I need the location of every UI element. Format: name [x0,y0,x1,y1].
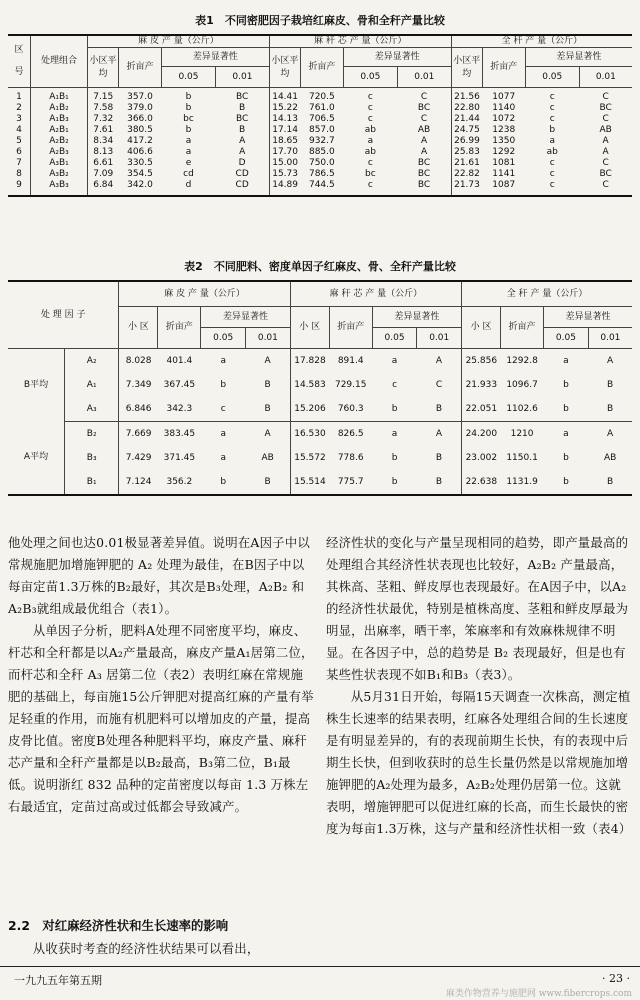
table2-cell: 14.583 [294,379,326,390]
table2-h-mu-3: 折亩产 [501,307,544,349]
table2-cell: 7.429 [125,452,152,463]
table2-cell: 371.45 [163,452,196,463]
table1-cell: 14.89 [272,180,298,190]
table2-cell: B₁ [65,470,119,495]
footer-issue: 一九九五年第五期 [14,974,102,987]
table1-cell: ab [364,147,376,157]
table2-cell: 24.200 [465,428,498,439]
table2-cell: 22.051 [462,397,501,422]
table1-cell: 24.75 [454,125,480,135]
table1-cell: BC [397,169,451,180]
table2-h-mu-2: 折亩产 [329,307,372,349]
table2-cell: AB [603,452,617,463]
table1-cell: bc [365,169,376,179]
table1-cell: bc [183,114,194,124]
table1-row [8,136,632,147]
table1-cell: d [185,180,192,190]
footer-rule [0,966,640,967]
table1-cell: A₃B₁ [31,158,88,169]
table1-h-sig-2: 差异显著性 [343,48,451,67]
table1-cell: B [215,125,269,136]
table2 [8,280,632,496]
table2-cell: b [391,452,398,463]
table2-row [8,373,632,397]
table2-h-sig-2: 差异显著性 [372,307,461,328]
table1-h-001-3: 0.01 [579,67,632,88]
table1-cell: 744.5 [308,180,335,190]
table2-cell: a [220,428,226,439]
table1-cell: c [367,92,373,102]
table1-cell: A₂B₂ [31,136,88,147]
table2-cell: 356.2 [166,476,193,487]
table1-h-plot-2: 小区平均 [269,48,300,88]
table2-cell: 1210 [510,428,534,439]
table1-cell: B [215,103,269,114]
table1-row [8,103,632,114]
left-column-tail [8,938,314,960]
table2-cell: 1292.8 [506,355,538,366]
table1-cell: e [185,158,192,168]
table2-cell: A [417,422,462,447]
table1-cell: 4 [8,125,31,136]
table1-h-hao: 号 [14,67,24,77]
table1-cell: 342.0 [127,180,153,190]
table2-cell: c [392,379,398,390]
table1-cell: AB [397,125,451,136]
table1-cell: D [215,158,269,169]
table1-cell: 15.73 [272,169,298,179]
table2-cell: B [417,446,462,470]
table2-cell: b [372,397,417,422]
table1-cell: A [215,136,269,147]
table1-cell: 1077 [492,92,516,102]
table1-cell: a [549,136,555,146]
table1-cell: 357.0 [127,92,153,102]
table2-cell: a [391,355,398,366]
table2-cell: 401.4 [166,355,193,366]
section-heading-2-2: 2.2 对红麻经济性状和生长速率的影响 [8,918,229,933]
table1-cell: 417.2 [127,136,153,146]
table2-cell: B [246,470,291,495]
table2-cell: B [246,397,291,422]
table1-cell: 1140 [492,103,516,113]
table2-cell: 17.828 [294,355,326,366]
table1-cell: 6.84 [93,180,114,190]
table2-cell: b [563,379,569,390]
table2-h-bark: 麻 皮 产 量（公斤） [119,281,290,307]
table1-h-qu: 区 [14,45,24,55]
table1-cell: A₁B₁ [31,88,88,104]
table2-cell: A [246,349,291,374]
table1-cell: 8 [8,169,31,180]
table2-cell: A₁ [65,373,119,397]
table2-group-label: B平均 [8,349,65,422]
table1-cell: BC [397,180,451,196]
table1-cell: b [185,125,192,135]
table1-cell: 7.15 [93,92,114,102]
table1-cell: 14.13 [272,114,298,124]
table1-h-001: 0.01 [215,67,269,88]
table1-cell: ab [546,147,558,157]
table2-cell: a [220,355,226,366]
table2-cell: 6.846 [119,397,158,422]
table2-cell: 16.530 [294,428,326,439]
table1-h-005-2: 0.05 [343,67,397,88]
table1-cell: 330.5 [127,158,153,168]
table1-cell: A₂B₁ [31,125,88,136]
table1-cell: 750.0 [308,158,335,168]
table1-h-005-3: 0.05 [525,67,579,88]
table2-cell: B [417,470,462,495]
table2-cell: 1102.6 [501,397,544,422]
table1-cell: CD [215,169,269,180]
table2-cell: B [588,397,632,422]
table1-h-mu: 折亩产 [119,48,162,88]
table2-cell: 15.206 [290,397,329,422]
table1-h-stalk: 全 秆 产 量（公斤） [451,35,632,48]
table1-cell: 5 [8,136,31,147]
table2-cell: 778.6 [337,452,364,463]
table1-cell: A₃B₃ [31,180,88,196]
table1-row [8,88,632,104]
table1-cell: A₂B₃ [31,147,88,158]
table2-cell: B₃ [65,446,119,470]
table1-cell: c [549,92,555,102]
table1-row [8,114,632,125]
table1-cell: c [367,103,373,113]
table1-cell: 6 [8,147,31,158]
table1-cell: 1350 [492,136,516,146]
table2-cell: b [544,397,589,422]
table1-cell: c [367,180,373,190]
table2-cell: 15.514 [294,476,326,487]
table1-row [8,158,632,169]
table1-cell: 21.44 [454,114,480,124]
table2-cell: 729.15 [334,379,367,390]
table1-cell: 7.58 [93,103,114,113]
table2-group-label: A平均 [8,422,65,496]
table2-h-mu: 折亩产 [158,307,201,349]
table2-cell: 775.7 [337,476,364,487]
table2-h-sig-3: 差异显著性 [544,307,632,328]
table1-h-005: 0.05 [162,67,216,88]
table2-cell: B [417,397,462,422]
table2-cell: A₂ [65,349,119,374]
table1-cell: 1087 [492,180,516,190]
table2-cell: 760.3 [329,397,372,422]
table1-cell: 706.5 [308,114,335,124]
table2-cell: c [201,397,246,422]
table1-cell: 21.56 [454,92,480,102]
table1-body [8,88,632,197]
table1-cell: BC [397,158,451,169]
table1-cell: b [185,103,192,113]
table1-cell: A₃B₂ [31,169,88,180]
table2-cell: a [220,452,226,463]
table2-h-001: 0.01 [246,328,291,349]
table2-cell: 7.124 [125,476,152,487]
table1-cell: A₁B₃ [31,114,88,125]
table1-cell: a [185,147,192,157]
table2-cell: 1131.9 [506,476,538,487]
table1-cell: BC [397,103,451,114]
table1-h-plot: 小区平均 [88,48,119,88]
table1-cell: 8.34 [93,136,114,146]
table1-cell: BC [599,169,612,179]
table1-h-sig-3: 差异显著性 [525,48,632,67]
table2-cell: 8.028 [125,355,152,366]
table2-cell: 7.669 [125,428,152,439]
table1-cell: b [549,125,556,135]
table1-h-plot-3: 小区平均 [451,48,482,88]
table1-h-001-2: 0.01 [397,67,451,88]
table1-h-bark: 麻 皮 产 量（公斤） [88,35,270,48]
table1-row [8,125,632,136]
table2-cell: b [563,476,569,487]
table1-cell: 6.61 [93,158,114,168]
table1-cell: 15.22 [272,103,298,113]
left-column [8,532,314,818]
table2-cell: b [563,452,569,463]
table1-cell: 379.0 [127,103,153,113]
table1 [8,34,632,197]
table2-row [8,446,632,470]
table1-h-mu-3: 折亩产 [482,48,525,88]
table2-cell: B [246,373,291,397]
table2-cell: 22.638 [465,476,498,487]
table2-cell: 891.4 [337,355,364,366]
table2-cell: 342.3 [158,397,201,422]
table2-h-005-3: 0.05 [544,328,589,349]
table2-h-plot-2: 小 区 [290,307,329,349]
table1-cell: 1238 [492,125,516,135]
table2-cell: A [246,422,291,447]
table1-cell: 17.14 [272,125,298,135]
table2-cell: B [607,476,614,487]
table2-cell: C [417,373,462,397]
table2-cell: 25.856 [465,355,498,366]
table2-h-001-3: 0.01 [588,328,632,349]
table1-cell: C [602,180,609,190]
table1-cell: 406.6 [127,147,153,157]
table1-cell: 354.5 [127,169,153,179]
table2-cell: A [607,355,614,366]
table2-cell: 23.002 [465,452,498,463]
table1-cell: c [367,158,373,168]
table2-row [8,422,632,447]
table1-cell: 25.83 [454,147,480,157]
table2-cell: 7.349 [125,379,152,390]
table2-h-sig: 差异显著性 [201,307,290,328]
table1-cell: b [185,92,192,102]
table1-cell: ab [364,125,376,135]
table1-cell: 15.00 [272,158,298,168]
table1-cell: 1072 [492,114,516,124]
table1-h-mu-2: 折亩产 [300,48,343,88]
table1-cell: 14.41 [272,92,298,102]
table2-cell: 21.933 [465,379,498,390]
table1-cell: BC [599,103,612,113]
page-number: · 23 · [602,972,630,985]
table2-cell: B₂ [65,422,119,447]
left-paragraph-2: 从单因子分析，肥料A处理不同密度平均，麻皮、杆芯和全秆都是以A₂产量最高，麻皮产量A₁居第二位，而杆芯和全秆 A₃ 居第二位（表2）表明红麻在常规施肥的基础上，每亩施15公斤钾肥对提高红麻的产量有举足轻重的作用，而施有机肥料可以增加皮的产量，提高皮骨比值。密度B处理各种肥料平均，麻皮产量、麻秆芯产量和全秆产量都是以B₂最高，B₃第二位，B₁最低。说明浙红 832 品种的定苗密度以每亩 1.3 万株左右最适宜，定苗过高或过低都会导致减产。 [8,623,314,814]
table1-cell: CD [215,180,269,196]
table1-cell: c [549,180,555,190]
table1-cell: c [549,169,555,179]
table2-row [8,397,632,422]
table1-cell: 7.09 [93,169,114,179]
table1-cell: cd [183,169,194,179]
table1-cell: A [602,147,609,157]
table2-cell: a [391,428,398,439]
table1-h-sig: 差异显著性 [162,48,270,67]
left-paragraph-1: 他处理之间也达0.01极显著差异值。说明在A因子中以常规施肥加增施钾肥的 A₂ 处理为最佳，在B因子中以每亩定苗1.3万株的B₂最好，其次是B₃处理，A₂B₂ 和 A₂B₃就组成最优组合（表1）。 [8,535,310,616]
table1-cell: 1 [8,88,31,104]
table1-caption: 表1 不同密肥因子栽培红麻皮、骨和全秆产量比较 [195,14,445,27]
table2-h-plot-3: 小 区 [462,307,501,349]
table1-cell: 857.0 [308,125,335,135]
table2-h-stalk: 全 秆 产 量（公斤） [462,281,632,307]
table2-cell: B [607,379,614,390]
watermark: 麻类作物营养与施肥网 www.fibercrops.com [445,989,632,999]
table1-h-core: 麻 秆 芯 产 量（公斤） [269,35,451,48]
table1-cell: c [549,103,555,113]
table1-cell: C [397,114,451,125]
table2-cell: b [391,476,398,487]
table1-cell: 8.13 [93,147,114,157]
table2-cell: a [563,428,569,439]
table1-cell: 9 [8,180,31,196]
table2-h-001-2: 0.01 [417,328,462,349]
table2-cell: 1150.1 [506,452,538,463]
table1-cell: 932.7 [308,136,335,146]
table2-cell: 15.572 [294,452,326,463]
table1-cell: c [367,114,373,124]
table2-h-005: 0.05 [201,328,246,349]
table1-cell: a [185,136,192,146]
table1-cell: 22.82 [454,169,480,179]
table2-row [8,349,632,374]
table2-cell: a [563,355,569,366]
table1-cell: AB [599,125,612,135]
table1-cell: 7 [8,158,31,169]
left-paragraph-3: 从收获时考查的经济性状结果可以看出， [32,941,260,956]
table1-cell: C [397,88,451,104]
table2-caption: 表2 不同肥料、密度单因子红麻皮、骨、全秆产量比较 [184,260,456,273]
table1-cell: 786.5 [308,169,335,179]
table2-cell: 826.5 [337,428,364,439]
table1-cell: BC [215,88,269,104]
table1-cell: 22.80 [454,103,480,113]
table2-h-core: 麻 秆 芯 产 量（公斤） [290,281,461,307]
table1-cell: 17.70 [272,147,298,157]
table1-cell: 3 [8,114,31,125]
table2-cell: 1096.7 [506,379,538,390]
table1-cell: 885.0 [308,147,335,157]
table1-row [8,169,632,180]
table1-cell: 380.5 [127,125,153,135]
table1-cell: 1292 [492,147,516,157]
table1-h-combo: 处理组合 [31,35,88,88]
right-column [326,532,632,840]
table1-cell: 7.61 [93,125,114,135]
table2-cell: AB [246,446,291,470]
table2-cell: A [417,349,462,374]
table2-cell: b [220,476,227,487]
table1-cell: A [602,136,609,146]
table1-cell: C [602,114,609,124]
table1-cell: A₁B₂ [31,103,88,114]
table1-cell: C [602,92,609,102]
table1-cell: C [602,158,609,168]
right-paragraph-2: 从5月31日开始，每隔15天调查一次株高，测定植株生长速率的结果表明，红麻各处理组合间的生长速度是有明显差异的，有的表现前期生长快，有的表现中后期生长快，但到收获时的总生长量仍然是以常规施加增施钾肥的A₂处理为最多，A₂B₂处理仍居第一位。这就表明，增施钾肥可以促进红麻的长高，而生长最快的密度为每亩1.3万株，这与产量和经济性状相一致（表4） [326,689,632,836]
table1-cell: 1081 [492,158,516,168]
table1-cell: BC [215,114,269,125]
table2-cell: 383.45 [163,428,196,439]
table1-cell: A [397,147,451,158]
table1-cell: 21.73 [454,180,480,190]
table2-h-005-2: 0.05 [372,328,417,349]
table1-cell: 7.32 [93,114,114,124]
table1-cell: 761.0 [308,103,335,113]
table1-cell: 26.99 [454,136,480,146]
table1-cell: 1141 [492,169,516,179]
table1-cell: c [549,158,555,168]
table1-cell: c [549,114,555,124]
right-paragraph-1: 经济性状的变化与产量呈现相同的趋势，即产量最高的处理组合其经济性状表现也比较好，A₂B₂ 产量最高，其株高、茎粗、鲜皮厚也表现最好。在A因子中，以A₂的经济性状最优，特别是植株高度、茎粗和鲜皮厚最为明显，出麻率，晒干率，笨麻率和有效麻株规律不明显。在各因子中，总的趋势是 B₂ 表现最好，但是也有某些性状表现不如B₁和B₃（表3）。 [326,535,629,682]
table1-cell: 21.61 [454,158,480,168]
table1-row [8,147,632,158]
table1-cell: A [215,147,269,158]
table1-cell: 18.65 [272,136,298,146]
table2-h-plot: 小 区 [119,307,158,349]
table2-cell: 367.45 [163,379,196,390]
table1-cell: 366.0 [127,114,153,124]
table1-cell: 720.5 [308,92,335,102]
table1-row [8,180,632,196]
table2-cell: A₃ [65,397,119,422]
table1-cell: a [367,136,374,146]
table2-body [8,349,632,496]
table2-cell: A [607,428,614,439]
table2-row [8,470,632,495]
table1-cell: A [397,136,451,147]
table2-h-factor: 处 理 因 子 [8,281,119,349]
table2-cell: b [220,379,227,390]
table1-cell: 2 [8,103,31,114]
